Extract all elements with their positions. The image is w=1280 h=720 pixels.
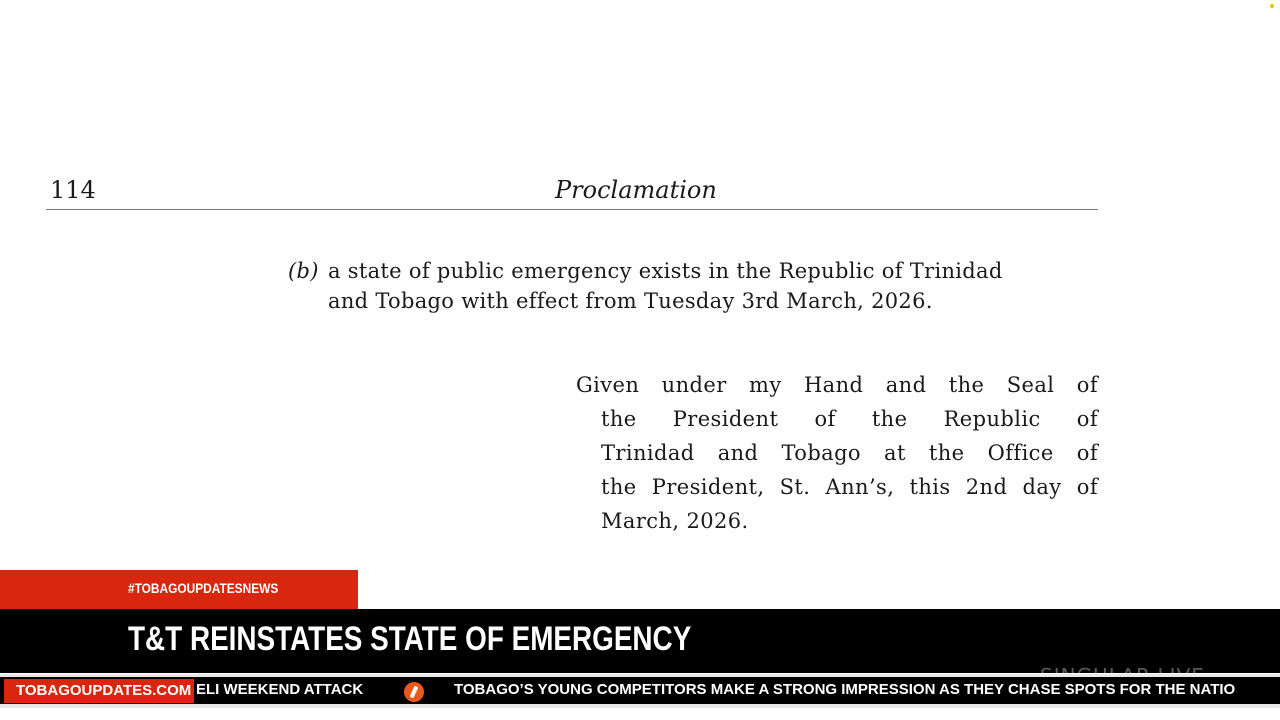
page-number: 114 <box>50 176 96 204</box>
clause-b <box>288 256 1100 316</box>
clause-mark: (b) <box>288 259 319 283</box>
given-line: the President, St. Ann’s, this 2nd day of <box>601 475 1098 499</box>
header-rule <box>46 209 1098 210</box>
given-under-hand-block <box>576 368 1098 538</box>
ticker-item: TOBAGO’S YOUNG COMPETITORS MAKE A STRONG IMPRESSION AS THEY CHASE SPOTS FOR THE NATIO <box>454 681 1236 698</box>
news-logo-icon <box>404 682 424 702</box>
clause-line: a state of public emergency exists in the Republic of Trinidad <box>328 259 1003 283</box>
site-label: TOBAGOUPDATES.COM <box>16 682 192 699</box>
clause-line: and Tobago with effect from Tuesday 3rd March, 2026. <box>328 289 933 313</box>
headline: T&T REINSTATES STATE OF EMERGENCY <box>128 620 692 658</box>
corner-dot <box>1270 4 1274 8</box>
ticker-item: ELI WEEKEND ATTACK <box>196 681 364 698</box>
given-line: the President of the Republic of <box>601 407 1098 431</box>
bottom-strip <box>0 708 1280 720</box>
given-line: Trinidad and Tobago at the Office of <box>601 441 1098 465</box>
page-title: Proclamation <box>555 176 717 204</box>
given-line: March, 2026. <box>601 509 749 533</box>
clause-text <box>328 256 1100 316</box>
hashtag-label: #TOBAGOUPDATESNEWS <box>128 580 279 596</box>
given-line: Given under my Hand and the Seal of <box>576 373 1098 397</box>
